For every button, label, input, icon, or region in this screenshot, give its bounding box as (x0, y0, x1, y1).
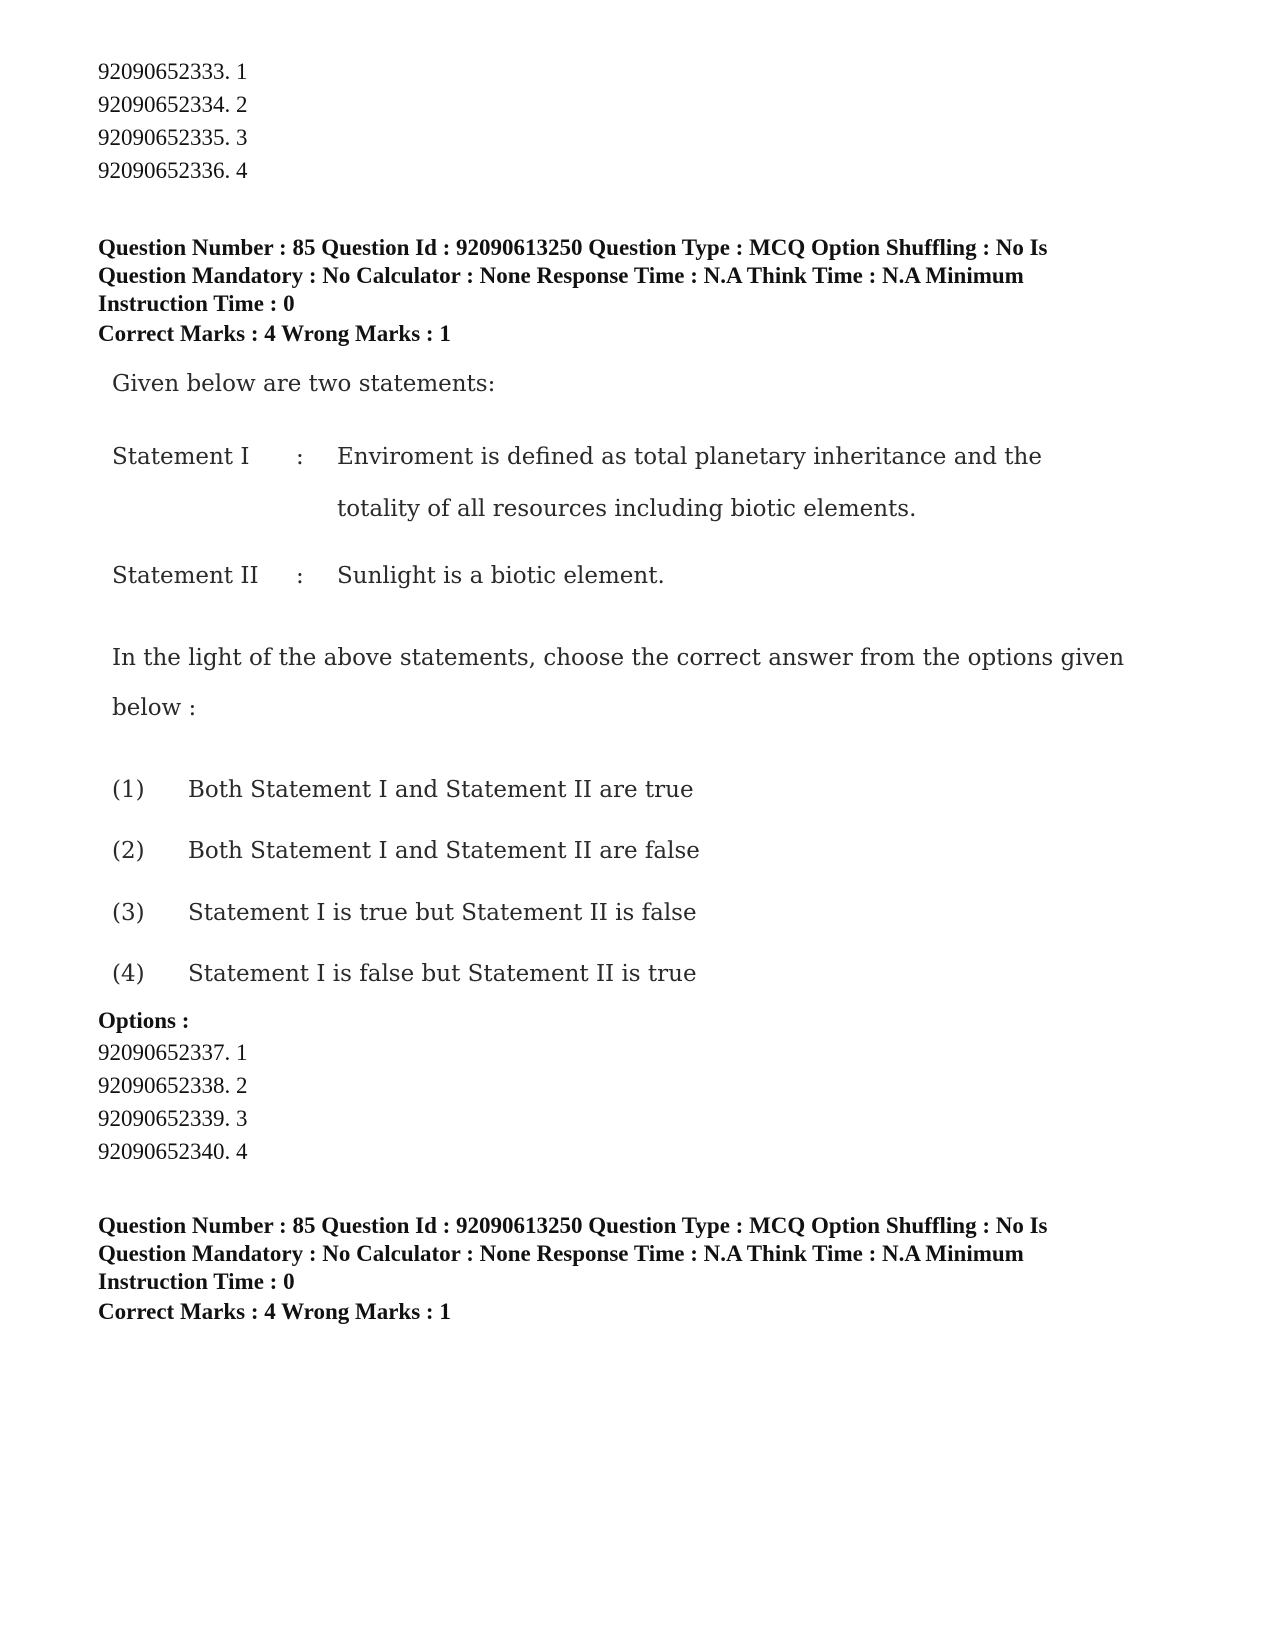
statement-2-label: Statement II (112, 563, 259, 589)
question-meta (98, 234, 1198, 318)
statement-2-text: Sunlight is a biotic element. (337, 563, 665, 589)
statement-1-text-line-1: Enviroment is defined as total planetary inheritance and the (337, 444, 1042, 470)
statement-1-text-line-2: totality of all resources including biotic elements. (337, 496, 917, 522)
choice-number-2: (2) (112, 838, 145, 864)
option-3: 92090652339. 3 (98, 1106, 248, 1131)
prev-option-2: 92090652334. 2 (98, 92, 248, 117)
instruction-line-2: below : (112, 695, 197, 721)
choice-text-4: Statement I is false but Statement II is true (188, 961, 697, 987)
meta-line-1: Question Number : 85 Question Id : 92090613250 Question Type : MCQ Option Shuffling : No Is (98, 235, 1048, 260)
meta-line-2: Question Mandatory : No Calculator : None Response Time : N.A Think Time : N.A Minimum (98, 263, 1024, 288)
choice-number-3: (3) (112, 900, 145, 926)
prev-option-4: 92090652336. 4 (98, 158, 248, 183)
choice-text-3: Statement I is true but Statement II is false (188, 900, 697, 926)
meta-line-3: Instruction Time : 0 (98, 291, 295, 316)
question-marks: Correct Marks : 4 Wrong Marks : 1 (98, 321, 451, 346)
instruction-line-1: In the light of the above statements, choose the correct answer from the options given (112, 645, 1125, 671)
question-2-marks: Correct Marks : 4 Wrong Marks : 1 (98, 1299, 451, 1324)
option-2: 92090652338. 2 (98, 1073, 248, 1098)
options-label: Options : (98, 1008, 190, 1033)
q2-meta-line-1: Question Number : 85 Question Id : 92090613250 Question Type : MCQ Option Shuffling : No Is (98, 1213, 1048, 1238)
prev-option-1: 92090652333. 1 (98, 59, 248, 84)
choice-number-1: (1) (112, 777, 145, 803)
statement-2-colon: : (296, 563, 304, 589)
option-1: 92090652337. 1 (98, 1040, 248, 1065)
q2-meta-line-3: Instruction Time : 0 (98, 1269, 295, 1294)
prev-option-3: 92090652335. 3 (98, 125, 248, 150)
statement-1-label: Statement I (112, 444, 250, 470)
choice-number-4: (4) (112, 961, 145, 987)
q2-meta-line-2: Question Mandatory : No Calculator : None Response Time : N.A Think Time : N.A Minimum (98, 1241, 1024, 1266)
choice-text-2: Both Statement I and Statement II are false (188, 838, 700, 864)
choice-text-1: Both Statement I and Statement II are true (188, 777, 694, 803)
statement-1-colon: : (296, 444, 304, 470)
question-intro: Given below are two statements: (112, 371, 496, 397)
question-2-meta (98, 1212, 1198, 1296)
option-4: 92090652340. 4 (98, 1139, 248, 1164)
